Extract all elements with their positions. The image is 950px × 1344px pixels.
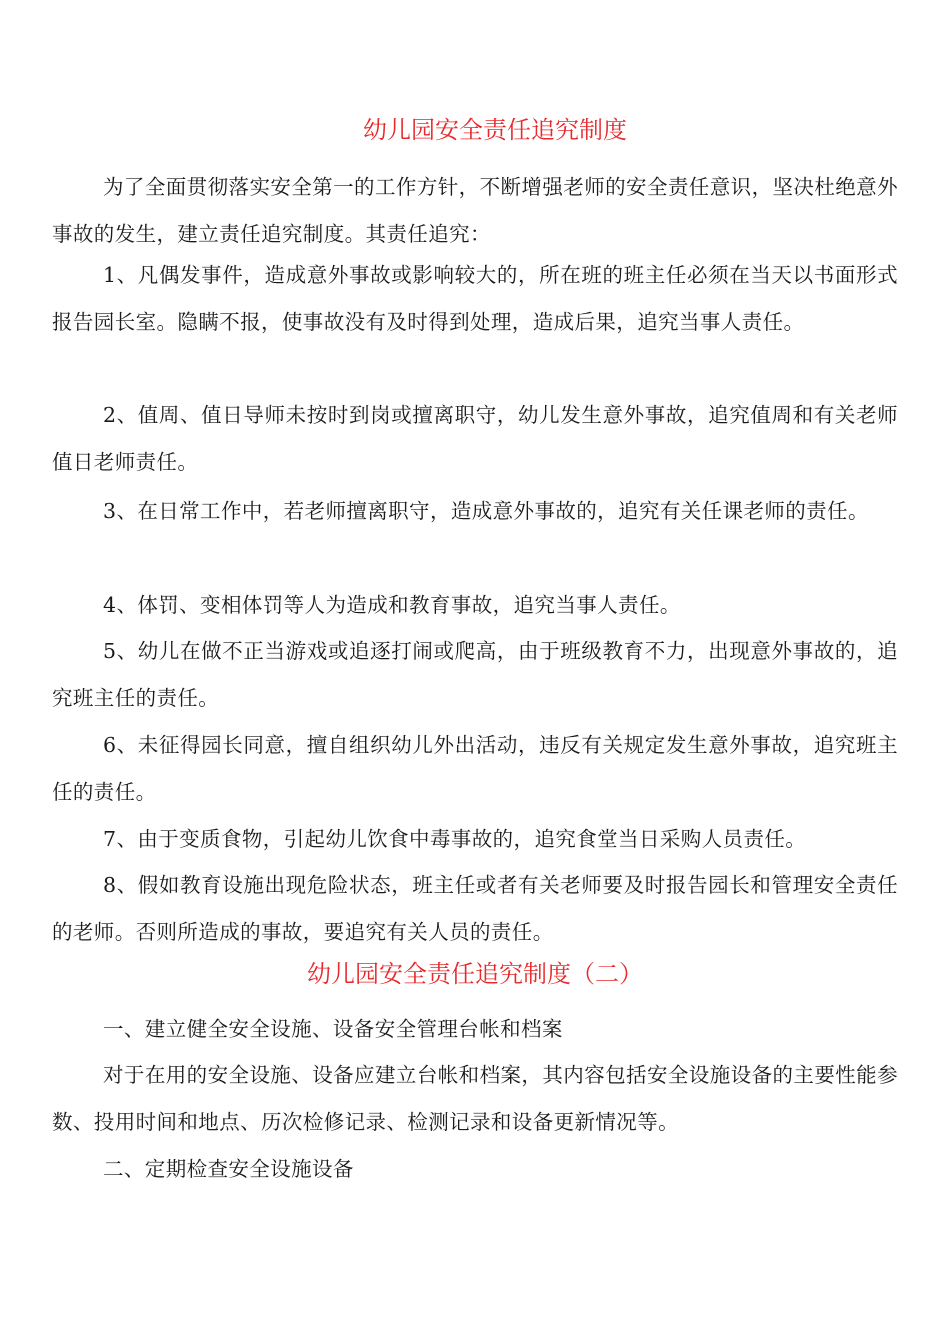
section2-heading-2: 二、定期检查安全设施设备 bbox=[103, 1157, 354, 1181]
section2-heading-1: 一、建立健全安全设施、设备安全管理台帐和档案 bbox=[103, 1017, 563, 1041]
section2-title: 幼儿园安全责任追究制度（二） bbox=[307, 960, 643, 988]
intro-paragraph: 为了全面贯彻落实安全第一的工作方针，不断增强老师的安全责任意识，坚决杜绝意外事故的发生，建立责任追究制度。其责任追究： bbox=[52, 175, 898, 246]
rule-item-7: 7、由于变质食物，引起幼儿饮食中毒事故的，追究食堂当日采购人员责任。 bbox=[103, 827, 807, 851]
rule-item-8: 8、假如教育设施出现危险状态，班主任或者有关老师要及时报告园长和管理安全责任的老师。否则所造成的事故，要追究有关人员的责任。 bbox=[52, 873, 898, 944]
document-title: 幼儿园安全责任追究制度 bbox=[363, 116, 627, 144]
rule-item-3: 3、在日常工作中，若老师擅离职守，造成意外事故的，追究有关任课老师的责任。 bbox=[103, 499, 869, 523]
rule-item-6: 6、未征得园长同意，擅自组织幼儿外出活动，违反有关规定发生意外事故，追究班主任的责任。 bbox=[52, 733, 898, 804]
rule-item-5: 5、幼儿在做不正当游戏或追逐打闹或爬高，由于班级教育不力，出现意外事故的，追究班主任的责任。 bbox=[52, 639, 898, 710]
rule-item-4: 4、体罚、变相体罚等人为造成和教育事故，追究当事人责任。 bbox=[103, 593, 681, 617]
rule-item-2: 2、值周、值日导师未按时到岗或擅离职守，幼儿发生意外事故，追究值周和有关老师值日老师责任。 bbox=[52, 403, 898, 474]
rule-item-1: 1、凡偶发事件，造成意外事故或影响较大的，所在班的班主任必须在当天以书面形式报告园长室。隐瞒不报，使事故没有及时得到处理，造成后果，追究当事人责任。 bbox=[52, 263, 898, 334]
section2-paragraph-1: 对于在用的安全设施、设备应建立台帐和档案，其内容包括安全设施设备的主要性能参数、投用时间和地点、历次检修记录、检测记录和设备更新情况等。 bbox=[52, 1063, 898, 1134]
